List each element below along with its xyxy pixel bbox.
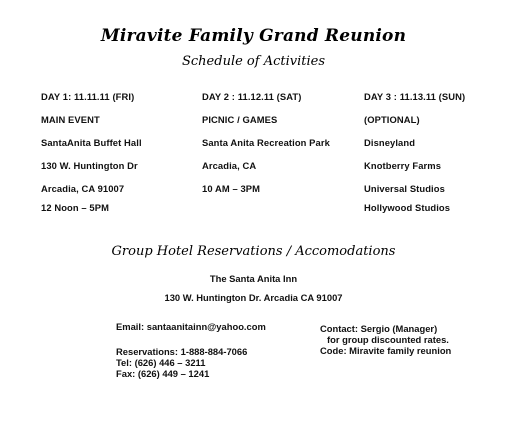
day-1-column	[41, 92, 201, 213]
hotel-contact-block	[320, 323, 451, 356]
day-2-line: PICNIC / GAMES	[202, 114, 278, 125]
hotel-reservations: Reservations: 1-888-884-7066	[116, 346, 248, 357]
day-1-heading: DAY 1: 11.11.11 (FRI)	[41, 91, 135, 102]
day-1-line: Arcadia, CA 91007	[41, 183, 125, 194]
day-2-column	[202, 92, 362, 194]
day-2-line: 10 AM – 3PM	[202, 183, 261, 194]
day-1-line: MAIN EVENT	[41, 114, 100, 125]
hotel-tel: Tel: (626) 446 – 3211	[116, 357, 206, 368]
hotel-address: 130 W. Huntington Dr. Arcadia CA 91007	[164, 292, 343, 303]
day-3-column	[364, 92, 507, 213]
day-2-heading: DAY 2 : 11.12.11 (SAT)	[202, 91, 302, 102]
day-2-line: Arcadia, CA	[202, 160, 257, 171]
day-2-line: Santa Anita Recreation Park	[202, 137, 330, 148]
day-3-heading: DAY 3 : 11.13.11 (SUN)	[364, 91, 466, 102]
day-3-line: Knotberry Farms	[364, 160, 442, 171]
hotel-fax: Fax: (626) 449 – 1241	[116, 368, 210, 379]
page-subtitle: Schedule of Activities	[182, 54, 325, 69]
hotel-contact-note: for group discounted rates.	[327, 334, 449, 345]
day-1-line: 130 W. Huntington Dr	[41, 160, 138, 171]
hotel-name: The Santa Anita Inn	[209, 273, 298, 284]
hotel-contact: Contact: Sergio (Manager)	[320, 323, 438, 334]
day-3-line: Universal Studios	[364, 183, 445, 194]
hotel-email: Email: santaanitainn@yahoo.com	[116, 321, 266, 332]
day-1-line: 12 Noon – 5PM	[41, 202, 109, 213]
hotel-code: Code: Miravite family reunion	[320, 345, 452, 356]
hotel-phone-block	[116, 346, 247, 379]
day-3-line: Hollywood Studios	[364, 202, 451, 213]
page-title: Miravite Family Grand Reunion	[100, 26, 407, 46]
day-3-line: (OPTIONAL)	[364, 114, 420, 125]
hotel-heading: Group Hotel Reservations / Accomodations	[111, 244, 396, 259]
day-1-line: SantaAnita Buffet Hall	[41, 137, 142, 148]
day-3-line: Disneyland	[364, 137, 416, 148]
